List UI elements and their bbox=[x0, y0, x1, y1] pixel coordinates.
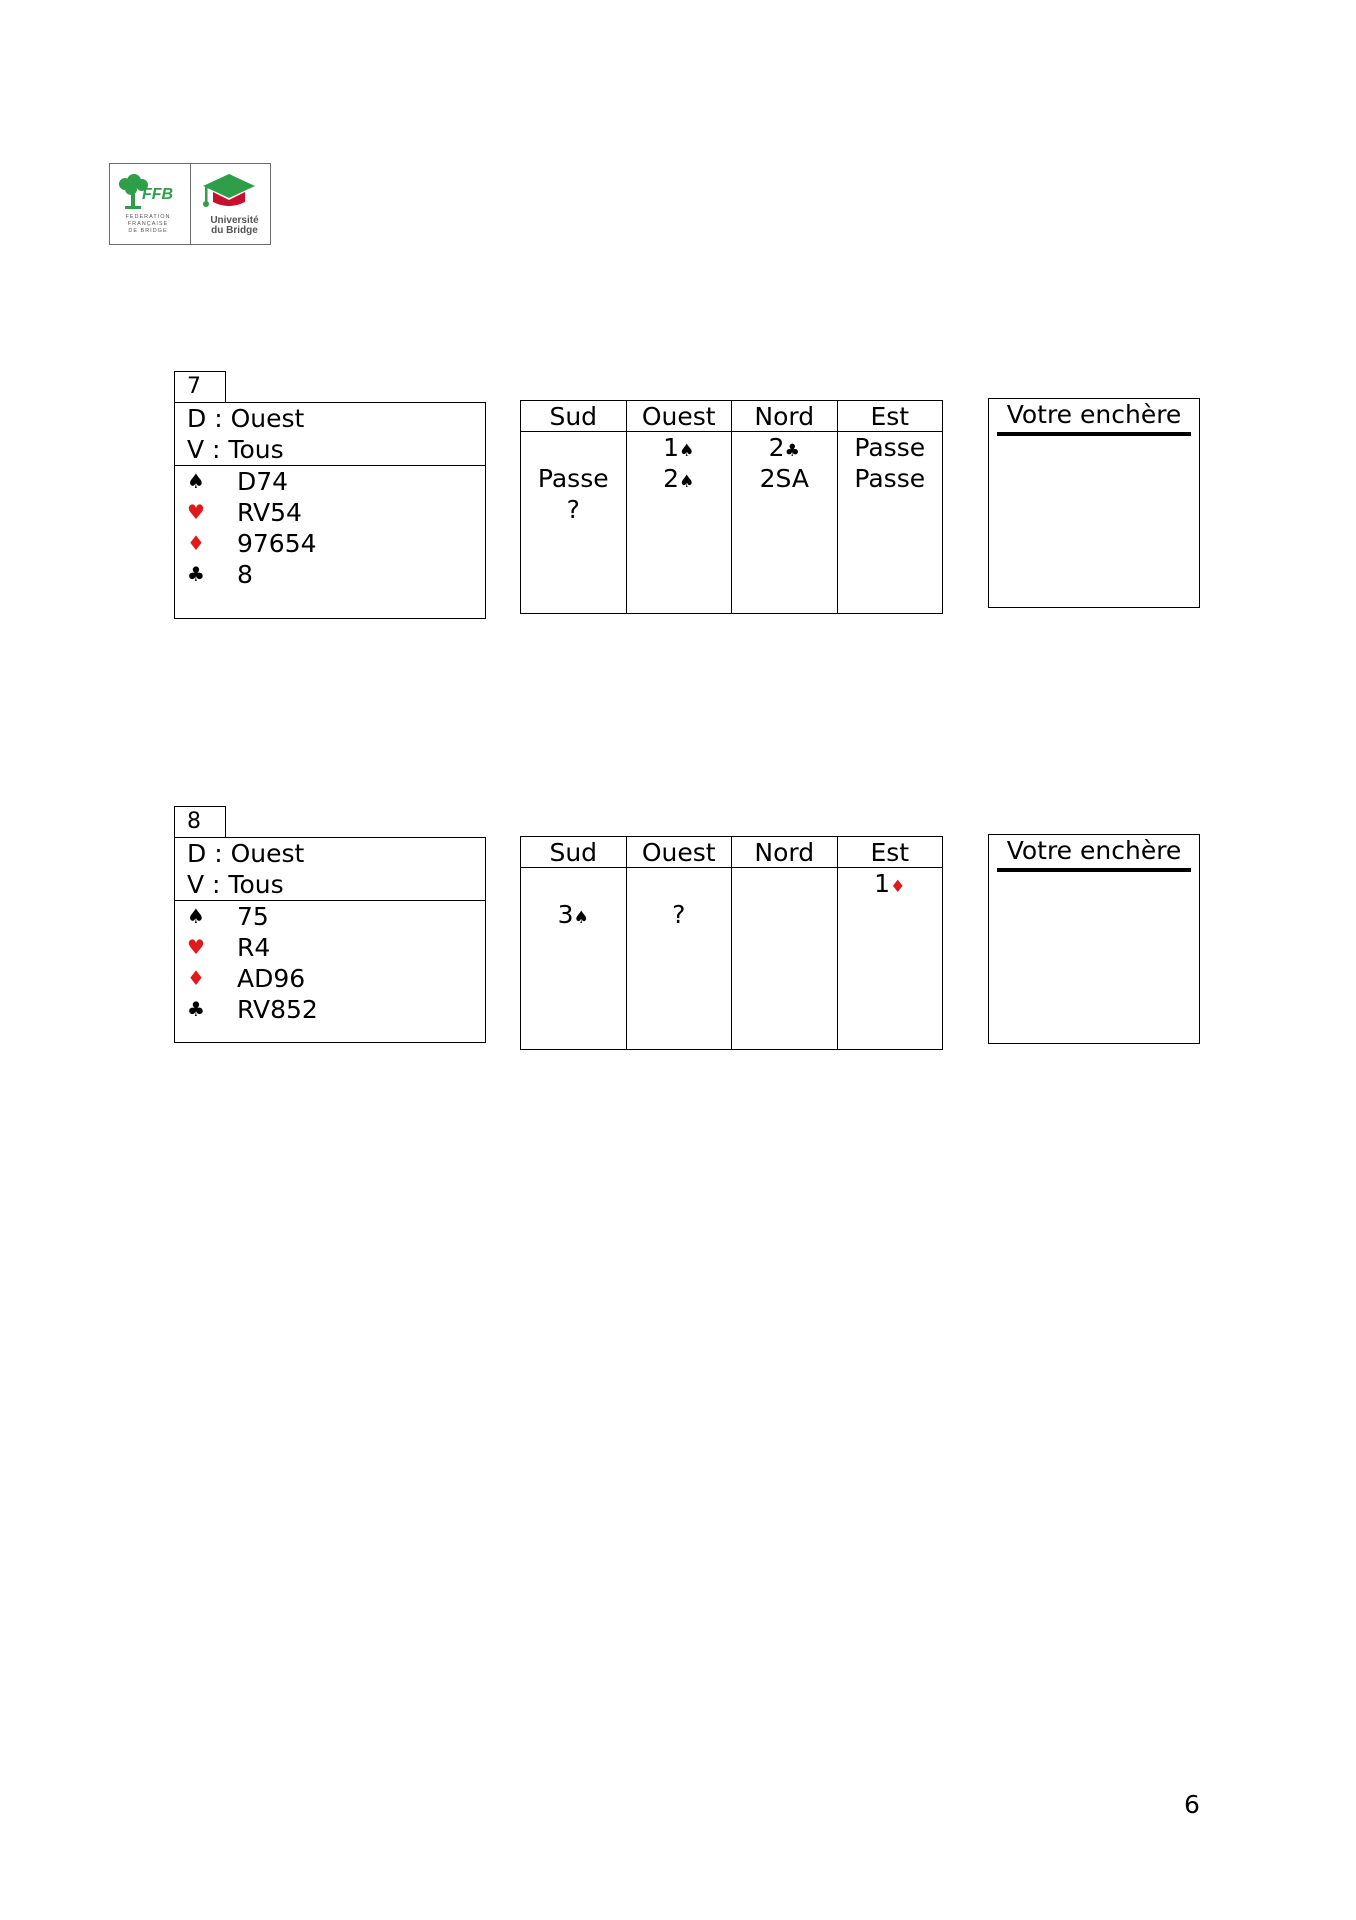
diamond-icon: ♦ bbox=[187, 531, 205, 555]
page-number: 6 bbox=[1184, 1790, 1200, 1819]
ffb-wordmark: FFB bbox=[142, 186, 174, 203]
graduation-cap-icon bbox=[199, 172, 259, 216]
bid-cell: 2♠ bbox=[663, 464, 695, 493]
bid-header: Est bbox=[838, 837, 943, 868]
bid-header: Nord bbox=[732, 401, 837, 432]
hand-box bbox=[174, 837, 486, 1043]
bid-cell: ? bbox=[672, 900, 686, 929]
universite-text: Université du Bridge bbox=[210, 215, 259, 236]
heart-icon: ♥ bbox=[187, 500, 205, 524]
bid-cell: Passe bbox=[854, 433, 926, 462]
vulnerability-label: V : Tous bbox=[187, 435, 284, 464]
bid-cell bbox=[627, 868, 732, 899]
dealer-label: D : Ouest bbox=[187, 839, 305, 868]
bid-cell bbox=[838, 899, 943, 930]
bid-cell bbox=[521, 868, 626, 899]
bid-cell: Passe bbox=[537, 464, 609, 493]
vulnerability-label: V : Tous bbox=[187, 870, 284, 899]
club-icon: ♣ bbox=[187, 997, 205, 1021]
bid-column-nord bbox=[731, 837, 837, 1049]
ffb-universite-logo bbox=[109, 163, 271, 245]
bid-column-est bbox=[837, 401, 943, 613]
answer-box[interactable] bbox=[988, 834, 1200, 1044]
bid-column-sud bbox=[521, 401, 626, 613]
ffb-logo bbox=[110, 164, 190, 244]
bid-cell: 2SA bbox=[759, 464, 809, 493]
bid-cell bbox=[838, 494, 943, 525]
dealer-label: D : Ouest bbox=[187, 404, 305, 433]
answer-box[interactable] bbox=[988, 398, 1200, 608]
bid-header: Ouest bbox=[627, 837, 732, 868]
bid-column-nord bbox=[731, 401, 837, 613]
spades-holding: D74 bbox=[237, 467, 289, 496]
bidding-table bbox=[520, 400, 943, 614]
diamond-icon: ♦ bbox=[187, 966, 205, 990]
bidding-table bbox=[520, 836, 943, 1050]
bid-header: Nord bbox=[732, 837, 837, 868]
bid-header: Sud bbox=[521, 401, 626, 432]
bid-column-ouest bbox=[626, 401, 732, 613]
clubs-holding: RV852 bbox=[237, 995, 318, 1024]
answer-title: Votre enchère bbox=[997, 399, 1191, 436]
diamonds-holding: 97654 bbox=[237, 529, 317, 558]
spade-icon: ♠ bbox=[187, 904, 205, 928]
bid-cell: 2♣ bbox=[768, 433, 800, 462]
hearts-holding: R4 bbox=[237, 933, 271, 962]
bid-cell: 3♠ bbox=[557, 900, 589, 929]
bid-column-ouest bbox=[626, 837, 732, 1049]
bid-cell: Passe bbox=[854, 464, 926, 493]
universite-logo bbox=[190, 164, 271, 244]
club-icon: ♣ bbox=[187, 562, 205, 586]
bid-cell bbox=[627, 494, 732, 525]
hearts-holding: RV54 bbox=[237, 498, 302, 527]
bid-cell: ? bbox=[566, 495, 580, 524]
spades-holding: 75 bbox=[237, 902, 269, 931]
bid-cell: 1♠ bbox=[663, 433, 695, 462]
board-number: 7 bbox=[174, 371, 226, 402]
spade-icon: ♠ bbox=[187, 469, 205, 493]
bid-header: Ouest bbox=[627, 401, 732, 432]
bid-cell bbox=[521, 432, 626, 463]
heart-icon: ♥ bbox=[187, 935, 205, 959]
bid-header: Sud bbox=[521, 837, 626, 868]
bid-cell bbox=[732, 899, 837, 930]
ffb-subtitle: FEDERATION FRANÇAISE DE BRIDGE bbox=[125, 214, 171, 234]
bid-header: Est bbox=[838, 401, 943, 432]
board-number: 8 bbox=[174, 806, 226, 837]
diamonds-holding: AD96 bbox=[237, 964, 306, 993]
bid-cell bbox=[732, 868, 837, 899]
bid-cell: 1♦ bbox=[874, 869, 906, 898]
bid-column-est bbox=[837, 837, 943, 1049]
answer-title: Votre enchère bbox=[997, 835, 1191, 872]
hand-box bbox=[174, 402, 486, 619]
bid-column-sud bbox=[521, 837, 626, 1049]
bid-cell bbox=[732, 494, 837, 525]
clubs-holding: 8 bbox=[237, 560, 253, 589]
